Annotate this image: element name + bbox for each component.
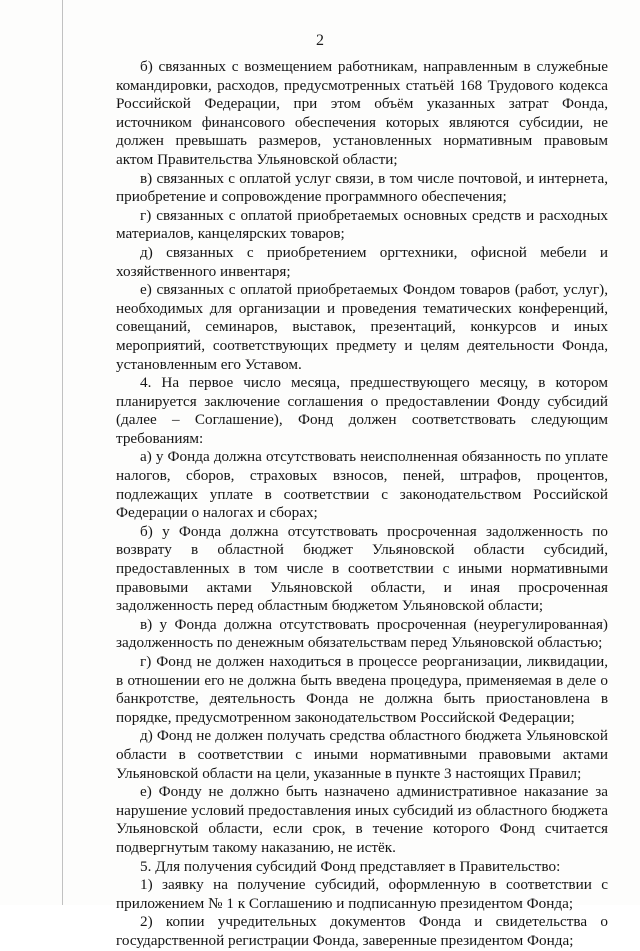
- paragraph-b: б) связанных с возмещением работникам, направленным в служебные командировки, расходов, предусмотренных статьёй 168 Трудового кодекса Российской Федерации, при этом объём указанных затрат Фонда, источником финансового обеспечения которых являются субсидии, не должен превышать размеров, установленных нормативным правовым актом Правительства Ульяновской области;: [116, 58, 608, 168]
- paragraph-e: е) связанных с оплатой приобретаемых Фондом товаров (работ, услуг), необходимых для организации и проведения тематических конференций, совещаний, семинаров, выставок, презентаций, конкурсов и иных мероприятий, соответствующих предмету и целям деятельности Фонда, установленным его Уставом.: [116, 281, 608, 373]
- paragraph-d: д) связанных с приобретением оргтехники, офисной мебели и хозяйственного инвентаря;: [116, 243, 608, 280]
- paragraph-4g: г) Фонд не должен находиться в процессе реорганизации, ликвидации, в отношении его не должна быть введена процедура, применяемая в деле о банкротстве, деятельность Фонда не должна быть приостановлена в порядке, предусмотренном законодательством Российской Федерации;: [116, 653, 608, 726]
- paragraph-4e: е) Фонду не должно быть назначено административное наказание за нарушение условий предоставления иных субсидий из областного бюджета Ульяновской области, если срок, в течение которого Фонд считается подвергнутым такому наказанию, не истёк.: [116, 783, 608, 856]
- paragraph-4b: б) у Фонда должна отсутствовать просроченная задолженность по возврату в областной бюджет Ульяновской области субсидий, предоставленных в том числе в соответствии с иными нормативными правовыми актами Ульяновской области, и иная просроченная задолженность перед областным бюджетом Ульяновской области;: [116, 522, 608, 615]
- paragraph-5-1: 1) заявку на получение субсидий, оформленную в соответствии с приложением № 1 к Соглашению и подписанную президентом Фонда;: [116, 876, 608, 912]
- paragraph-g: г) связанных с оплатой приобретаемых основных средств и расходных материалов, канцелярских товаров;: [116, 206, 608, 243]
- paragraph-4a: а) у Фонда должна отсутствовать неисполненная обязанность по уплате налогов, сборов, страховых взносов, пеней, штрафов, процентов, подлежащих уплате в соответствии с законодательством Российской Федерации о налогах и сборах;: [116, 448, 608, 522]
- paragraph-5: 5. Для получения субсидий Фонд представляет в Правительство:: [140, 857, 561, 875]
- paragraph-5-2: 2) копии учредительных документов Фонда и свидетельства о государственной регистрации Фонда, заверенные президентом Фонда;: [116, 913, 608, 949]
- paragraph-v: в) связанных с оплатой услуг связи, в том числе почтовой, и интернета, приобретение и сопровождение программного обеспечения;: [116, 169, 608, 206]
- page-number: 2: [316, 32, 324, 49]
- paragraph-4: 4. На первое число месяца, предшествующего месяцу, в котором планируется заключение соглашения о предоставлении Фонду субсидий (далее – Соглашение), Фонд должен соответствовать следующим требованиям:: [116, 374, 608, 447]
- paragraph-4d: д) Фонд не должен получать средства областного бюджета Ульяновской области в соответствии с иными нормативными правовыми актами Ульяновской области на цели, указанные в пункте 3 настоящих Правил;: [116, 727, 608, 782]
- paragraph-4v: в) у Фонда должна отсутствовать просроченная (неурегулированная) задолженность по денежным обязательствам перед Ульяновской областью;: [116, 615, 608, 652]
- document-text: [116, 58, 608, 951]
- binding-line: [62, 0, 63, 905]
